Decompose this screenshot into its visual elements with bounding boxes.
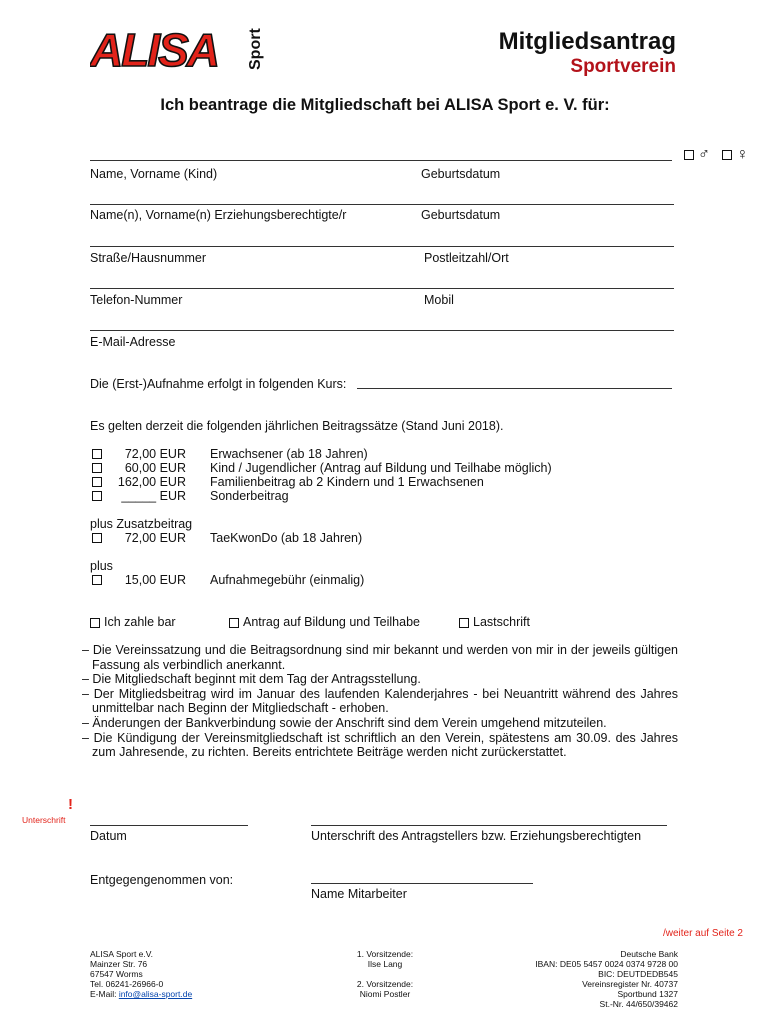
- male-icon: ♂: [698, 146, 710, 163]
- term-item: – Die Vereinssatzung und die Beitragsordnung sind mir bekannt und werden von mir in der jeweils gültigen Fassung als verbindlich anerkannt.: [82, 643, 678, 672]
- chair2-label: 2. Vorsitzende:: [356, 979, 414, 989]
- staff-line[interactable]: [311, 883, 533, 884]
- staff-label: Name Mitarbeiter: [311, 887, 407, 901]
- guardian-line[interactable]: [90, 204, 674, 205]
- course-line[interactable]: [357, 388, 672, 389]
- name-child-line[interactable]: [90, 160, 672, 161]
- logo-wordmark: ALISA: [90, 24, 218, 74]
- field-label: Telefon-Nummer: [90, 293, 183, 307]
- alisa-logo: [90, 22, 270, 74]
- footer-line: Vereinsregister Nr. 40737: [582, 979, 678, 989]
- email-line[interactable]: [90, 330, 674, 331]
- continue-note: /weiter auf Seite 2: [662, 928, 743, 939]
- headline: Ich beantrage die Mitgliedschaft bei ALISA Sport e. V. für:: [160, 96, 610, 114]
- extra-label: plus Zusatzbeitrag: [90, 517, 193, 531]
- form-title: Mitgliedsantrag: [498, 28, 676, 55]
- signature-marker-label: Unterschrift: [22, 815, 66, 825]
- fee-description: Erwachsener (ab 18 Jahren): [210, 447, 368, 461]
- field-label: Name, Vorname (Kind): [90, 167, 218, 181]
- footer-line: Deutsche Bank: [620, 949, 678, 959]
- payment-label: Ich zahle bar: [104, 615, 176, 629]
- street-line[interactable]: [90, 246, 674, 247]
- email-link[interactable]: info@alisa-sport.de: [118, 989, 193, 999]
- field-label: Postleitzahl/Ort: [424, 251, 509, 265]
- fee-amount: _____ EUR: [121, 489, 186, 503]
- term-item: – Die Mitgliedschaft beginnt mit dem Tag der Antragsstellung.: [82, 672, 421, 687]
- footer-bank: [535, 949, 678, 1009]
- footer-board: [335, 949, 435, 999]
- fee-amount: 15,00 EUR: [124, 573, 186, 587]
- form-subtitle: Sportverein: [570, 56, 676, 77]
- received-label: Entgegengenommen von:: [90, 873, 234, 887]
- checkbox[interactable]: [459, 618, 469, 628]
- phone-line[interactable]: [90, 288, 674, 289]
- footer-line: Mainzer Str. 76: [90, 959, 148, 969]
- field-label: Mobil: [424, 293, 454, 307]
- fees-intro: Es gelten derzeit die folgenden jährlichen Beitragssätze (Stand Juni 2018).: [90, 419, 504, 433]
- footer-line: BIC: DEUTDEDB545: [598, 969, 678, 979]
- checkbox[interactable]: [229, 618, 239, 628]
- date-line[interactable]: [90, 825, 248, 826]
- admission-label: plus: [90, 559, 113, 573]
- female-checkbox[interactable]: [722, 150, 732, 160]
- field-label: Geburtsdatum: [421, 208, 501, 222]
- fee-description: Kind / Jugendlicher (Antrag auf Bildung und Teilhabe möglich): [210, 461, 552, 475]
- chair1-name: Ilse Lang: [367, 959, 403, 969]
- footer-line: Sportbund 1327: [617, 989, 678, 999]
- fee-option[interactable]: [90, 573, 690, 589]
- signature-line[interactable]: [311, 825, 667, 826]
- date-label: Datum: [90, 829, 127, 843]
- terms-list: [82, 643, 678, 760]
- fee-amount: 72,00 EUR: [124, 447, 186, 461]
- fee-amount: 72,00 EUR: [124, 531, 186, 545]
- female-icon: ♀: [736, 146, 749, 163]
- payment-debit[interactable]: [459, 615, 530, 629]
- email-label: E-Mail:: [90, 989, 119, 999]
- chair2-name: Niomi Postler: [359, 989, 411, 999]
- term-item: – Änderungen der Bankverbindung sowie der Anschrift sind dem Verein umgehend mitzuteilen.: [82, 715, 607, 730]
- field-label: E-Mail-Adresse: [90, 335, 176, 349]
- field-label: Name(n), Vorname(n) Erziehungsberechtigte/r: [90, 208, 347, 222]
- fee-amount: 60,00 EUR: [124, 461, 186, 475]
- chair1-label: 1. Vorsitzende:: [356, 949, 414, 959]
- checkbox[interactable]: [90, 618, 100, 628]
- fee-amount: 162,00 EUR: [117, 475, 186, 489]
- fee-option[interactable]: [90, 489, 690, 505]
- gender-selector[interactable]: [684, 146, 748, 164]
- footer-line: Tel. 06241-26966-0: [90, 979, 164, 989]
- footer-line: IBAN: DE05 5457 0024 0374 9728 00: [535, 959, 678, 969]
- payment-bildung[interactable]: [229, 615, 420, 629]
- payment-label: Antrag auf Bildung und Teilhabe: [243, 615, 420, 629]
- payment-label: Lastschrift: [473, 615, 530, 629]
- signature-label: Unterschrift des Antragstellers bzw. Erziehungsberechtigten: [311, 829, 642, 843]
- field-label: Straße/Hausnummer: [90, 251, 207, 265]
- fee-description: Sonderbeitrag: [210, 489, 289, 503]
- field-label: Geburtsdatum: [421, 167, 501, 181]
- payment-cash[interactable]: [90, 615, 176, 629]
- fee-option[interactable]: [90, 531, 690, 547]
- term-item: – Die Kündigung der Vereinsmitgliedschaft ist schriftlich an den Verein, spätestens am 30.09. des Jahres zum Jahresende, zu richten. Bereits entrichtete Beiträge werden nicht zurückerstattet.: [82, 730, 678, 760]
- fee-description: Familienbeitrag ab 2 Kindern und 1 Erwachsenen: [210, 475, 484, 489]
- footer-line: St.-Nr. 44/650/39462: [599, 999, 678, 1009]
- signature-marker-icon: !: [68, 796, 73, 813]
- footer-address: [90, 949, 192, 999]
- fee-description: Aufnahmegebühr (einmalig): [210, 573, 365, 587]
- footer-line: 67547 Worms: [90, 969, 143, 979]
- fee-description: TaeKwonDo (ab 18 Jahren): [210, 531, 363, 545]
- course-label: Die (Erst-)Aufnahme erfolgt in folgenden Kurs:: [90, 377, 347, 391]
- footer-line: ALISA Sport e.V.: [90, 949, 154, 959]
- term-item: – Der Mitgliedsbeitrag wird im Januar des laufenden Kalenderjahres - bei Neuantritt während des Jahres unmittelbar nach Beginn der Mitgliedschaft - erhoben.: [82, 686, 678, 716]
- logo-sport: Sport: [247, 28, 264, 70]
- male-checkbox[interactable]: [684, 150, 694, 160]
